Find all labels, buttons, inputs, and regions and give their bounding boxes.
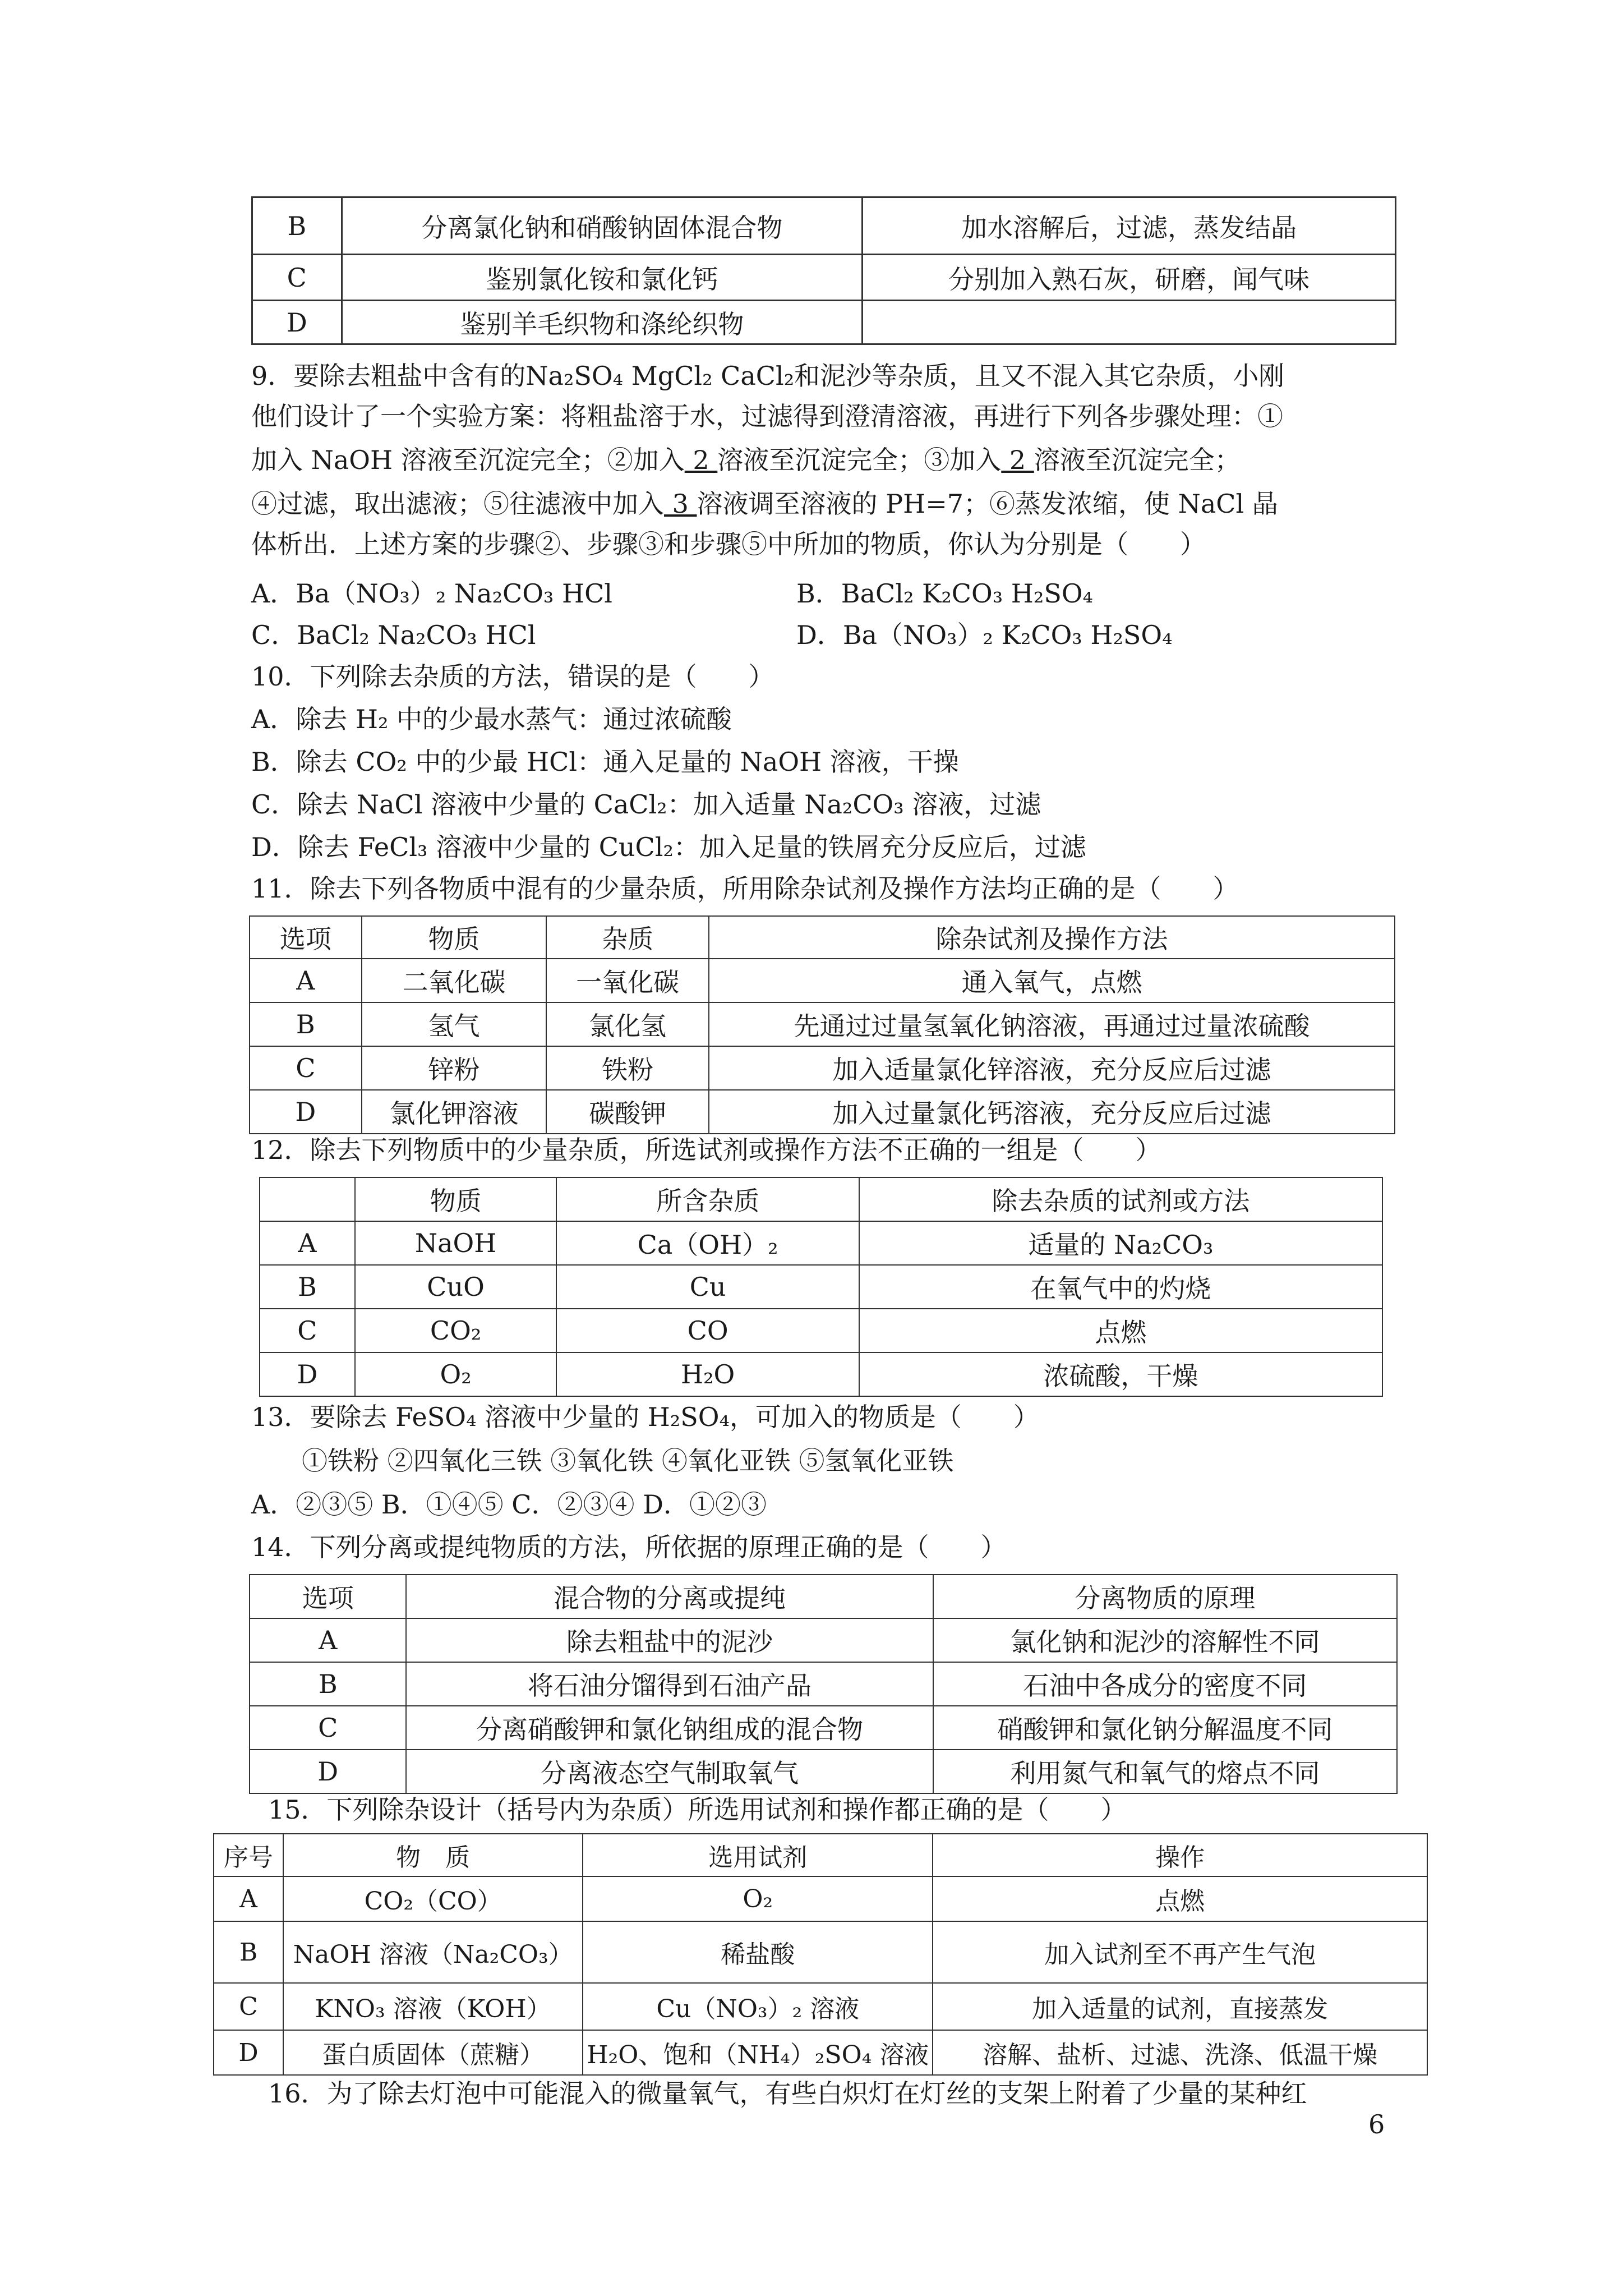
table-q11	[249, 915, 1395, 1134]
table-header: 物质 所含杂质 除去杂质的试剂或方法	[260, 1177, 1382, 1221]
table-row: C 锌粉 铁粉 加入适量氯化锌溶液，充分反应后过滤	[250, 1046, 1395, 1090]
q10-option-b: B．除去 CO₂ 中的少最 HCl：通入足量的 NaOH 溶液，干操	[251, 747, 959, 777]
table-row: D 鉴别羊毛织物和涤纶织物	[252, 301, 1396, 344]
q9-blank-2: 2	[684, 445, 718, 475]
q9-line-5: 体析出．上述方案的步骤②、步骤③和步骤⑤中所加的物质，你认为分别是（ ）	[251, 529, 1206, 559]
table-row: D 分离液态空气制取氧气 利用氮气和氧气的熔点不同	[250, 1750, 1397, 1793]
q9-option-a: A．Ba（NO₃）₂ Na₂CO₃ HCl	[251, 578, 613, 609]
q12-stem: 12．除去下列物质中的少量杂质，所选试剂或操作方法不正确的一组是（ ）	[251, 1135, 1161, 1165]
table-row: C 鉴别氯化铵和氯化钙 分别加入熟石灰，研磨，闻气味	[252, 255, 1396, 301]
table-row: D 氯化钾溶液 碳酸钾 加入过量氯化钙溶液，充分反应后过滤	[250, 1090, 1395, 1134]
q9-line-3: 加入 NaOH 溶液至沉淀完全；②加入 2 溶液至沉淀完全；③加入 2 溶液至沉淀完全；	[251, 445, 1241, 475]
q9-blank-3: 2	[1001, 445, 1034, 475]
table-row: A 除去粗盐中的泥沙 氯化钠和泥沙的溶解性不同	[250, 1618, 1397, 1662]
table-row: B 将石油分馏得到石油产品 石油中各成分的密度不同	[250, 1662, 1397, 1706]
q15-stem: 15．下列除杂设计（括号内为杂质）所选用试剂和操作都正确的是（ ）	[268, 1795, 1127, 1825]
q13-options: A．②③⑤ B．①④⑤ C．②③④ D．①②③	[251, 1489, 767, 1520]
q13-items: ①铁粉 ②四氧化三铁 ③氧化铁 ④氧化亚铁 ⑤氢氧化亚铁	[302, 1446, 954, 1476]
table-q12	[259, 1177, 1383, 1397]
q10-stem: 10．下列除去杂质的方法，错误的是（ ）	[251, 661, 774, 692]
table-row: D 蛋白质固体（蔗糖） H₂O、饱和（NH₄）₂SO₄ 溶液 溶解、盐析、过滤、洗涤、低温干燥	[214, 2030, 1427, 2075]
q10-option-c: C．除去 NaCl 溶液中少量的 CaCl₂：加入适量 Na₂CO₃ 溶液，过滤	[251, 789, 1041, 820]
table-row: B NaOH 溶液（Na₂CO₃） 稀盐酸 加入试剂至不再产生气泡	[214, 1921, 1427, 1983]
q14-stem: 14．下列分离或提纯物质的方法，所依据的原理正确的是（ ）	[251, 1532, 1007, 1562]
table-q15	[213, 1833, 1428, 2076]
q9-line-1: 9．要除去粗盐中含有的Na₂SO₄ MgCl₂ CaCl₂和泥沙等杂质，且又不混入其它杂质，小刚	[251, 361, 1285, 391]
q11-stem: 11．除去下列各物质中混有的少量杂质，所用除杂试剂及操作方法均正确的是（ ）	[251, 873, 1239, 904]
q9-line-4: ④过滤，取出滤液；⑤往滤液中加入 3 溶液调至溶液的 PH=7；⑥蒸发浓缩，使 NaCl 晶	[251, 489, 1278, 519]
table-row: A NaOH Ca（OH）₂ 适量的 Na₂CO₃	[260, 1221, 1382, 1265]
q9-line-2: 他们设计了一个实验方案：将粗盐溶于水，过滤得到澄清溶液，再进行下列各步骤处理：①	[251, 401, 1283, 431]
q13-stem: 13．要除去 FeSO₄ 溶液中少量的 H₂SO₄，可加入的物质是（ ）	[251, 1402, 1039, 1432]
table-header: 序号 物 质 选用试剂 操作	[214, 1834, 1427, 1876]
q10-option-d: D．除去 FeCl₃ 溶液中少量的 CuCl₂：加入足量的铁屑充分反应后，过滤	[251, 832, 1086, 862]
table-row: B CuO Cu 在氧气中的灼烧	[260, 1265, 1382, 1309]
page-number: 6	[1368, 2109, 1385, 2139]
table-q14	[249, 1574, 1398, 1794]
table-header: 选项 混合物的分离或提纯 分离物质的原理	[250, 1575, 1397, 1618]
table-row: C KNO₃ 溶液（KOH） Cu（NO₃）₂ 溶液 加入适量的试剂，直接蒸发	[214, 1983, 1427, 2030]
table-row: A 二氧化碳 一氧化碳 通入氧气，点燃	[250, 959, 1395, 1002]
table-row: B 氢气 氯化氢 先通过过量氢氧化钠溶液，再通过过量浓硫酸	[250, 1002, 1395, 1046]
q16-stem: 16．为了除去灯泡中可能混入的微量氧气，有些白炽灯在灯丝的支架上附着了少量的某种红	[268, 2078, 1307, 2109]
table-row: D O₂ H₂O 浓硫酸，干燥	[260, 1352, 1382, 1396]
q9-option-d: D．Ba（NO₃）₂ K₂CO₃ H₂SO₄	[796, 620, 1173, 650]
q10-option-a: A．除去 H₂ 中的少最水蒸气：通过浓硫酸	[251, 704, 732, 734]
table-header: 选项 物质 杂质 除杂试剂及操作方法	[250, 916, 1395, 959]
table-q8	[251, 196, 1396, 345]
table-row: A CO₂（CO） O₂ 点燃	[214, 1876, 1427, 1921]
q9-option-c: C．BaCl₂ Na₂CO₃ HCl	[251, 620, 536, 650]
q9-option-b: B．BaCl₂ K₂CO₃ H₂SO₄	[796, 578, 1093, 609]
q9-blank-5: 3	[664, 489, 697, 519]
table-row: C CO₂ CO 点燃	[260, 1309, 1382, 1352]
table-row: C 分离硝酸钾和氯化钠组成的混合物 硝酸钾和氯化钠分解温度不同	[250, 1706, 1397, 1750]
table-row: B 分离氯化钠和硝酸钠固体混合物 加水溶解后，过滤，蒸发结晶	[252, 197, 1396, 255]
